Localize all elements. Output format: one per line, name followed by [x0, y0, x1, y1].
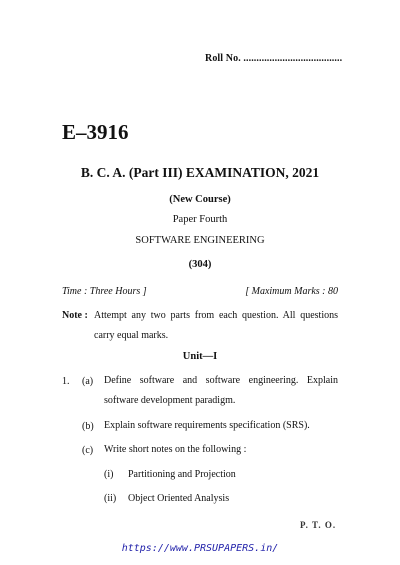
course-label: (New Course) [169, 194, 231, 205]
subject-title: SOFTWARE ENGINEERING [135, 235, 265, 246]
instructions-note [62, 306, 338, 346]
roll-number: Roll No. ...................................... [205, 53, 343, 64]
time-label: Time : Three Hours ] [62, 286, 147, 297]
max-marks-label: [ Maximum Marks : 80 [245, 286, 338, 297]
subpart-ii-text: Object Oriented Analysis [128, 493, 230, 504]
part-b-text: Explain software requirements specification (SRS). [104, 420, 310, 431]
subpart-ii-label: (ii) [104, 493, 117, 504]
subpart-i-text: Partitioning and Projection [128, 469, 236, 480]
note-text: Attempt any two parts from each question. All questions carry equal marks. [94, 310, 338, 341]
note-label: Note : [62, 310, 88, 321]
part-a-text: Define software and software engineering. Explain software development paradigm. [104, 375, 338, 406]
part-c-text: Write short notes on the following : [104, 444, 247, 455]
exam-title: B. C. A. (Part III) EXAMINATION, 2021 [80, 165, 320, 180]
pto-marker: P. T. O. [300, 520, 337, 530]
subpart-i-label: (i) [104, 469, 114, 480]
part-c-label: (c) [82, 445, 94, 456]
paper-code: E–3916 [62, 120, 129, 144]
part-b-label: (b) [82, 421, 94, 432]
question-number: 1. [62, 376, 70, 387]
part-a-label: (a) [82, 376, 94, 387]
subject-code: (304) [188, 259, 212, 270]
paper-label: Paper Fourth [172, 214, 228, 225]
time-marks-row [62, 286, 338, 297]
unit-heading: Unit—I [182, 351, 218, 362]
footer-url-link[interactable]: https://www.PRSUPAPERS.in/ [121, 543, 279, 554]
